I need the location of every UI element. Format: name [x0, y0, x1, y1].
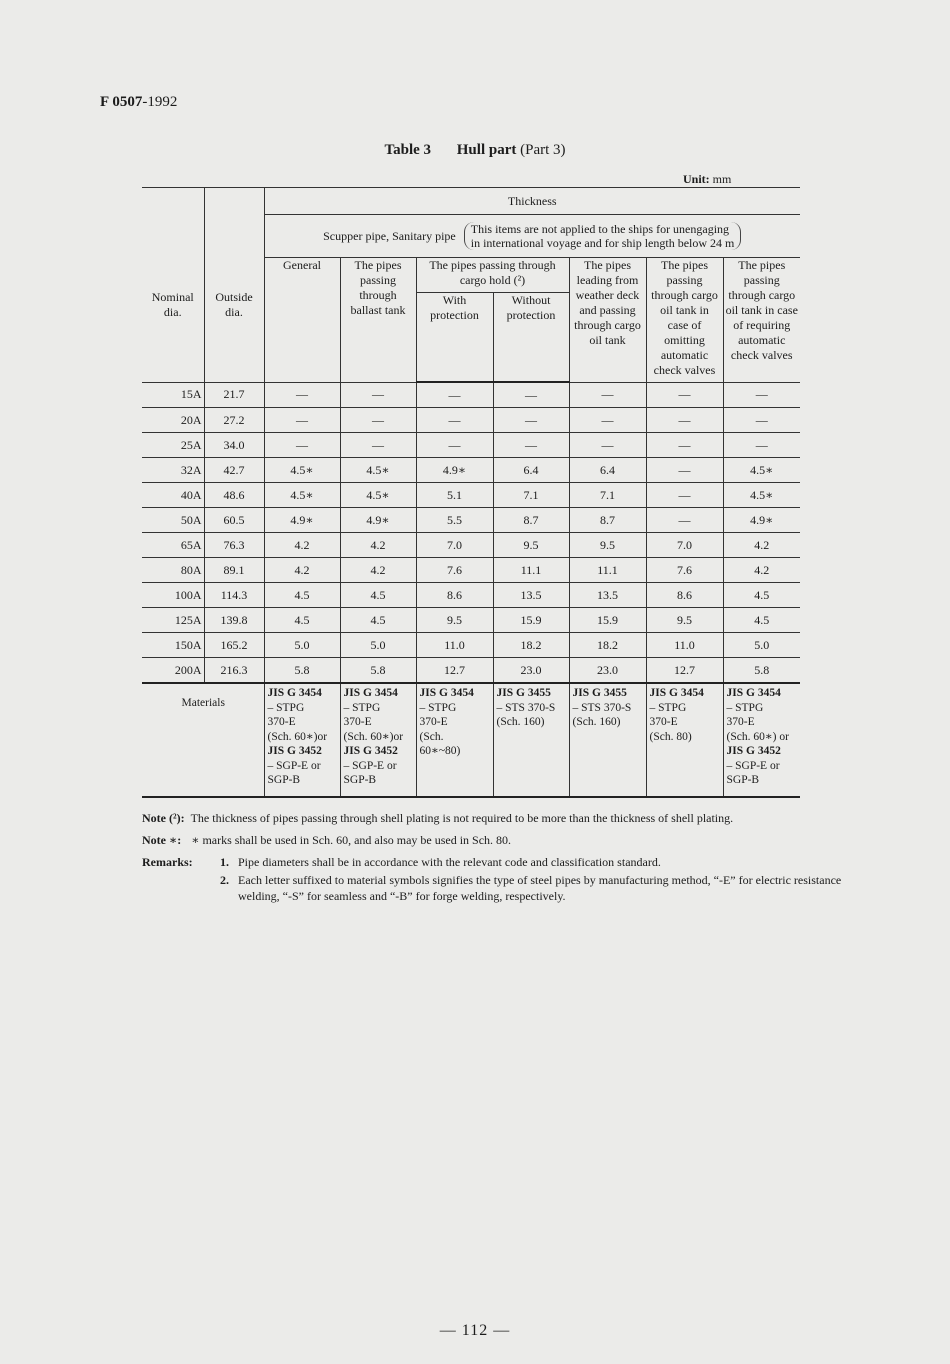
pipe-thickness-table [142, 187, 800, 798]
material-line: – STPG [726, 701, 764, 714]
cell-thickness: 5.0 [264, 633, 340, 658]
cell-thickness: — [569, 408, 646, 433]
cell-thickness: — [340, 408, 416, 433]
cell-materials [723, 683, 800, 797]
cell-nominal-dia: 20A [142, 408, 204, 433]
table-row [142, 458, 800, 483]
cell-thickness: 8.6 [416, 583, 493, 608]
material-line: (Sch. 80) [649, 730, 692, 743]
cell-thickness: — [646, 508, 723, 533]
cell-thickness: 4.9∗ [416, 458, 493, 483]
material-line: JIS G 3452 [726, 745, 781, 757]
material-line: 370-E [419, 716, 448, 728]
cell-nominal-dia: 65A [142, 533, 204, 558]
cell-materials [646, 683, 723, 797]
cell-thickness: 5.0 [723, 633, 800, 658]
cell-thickness: 9.5 [569, 533, 646, 558]
cell-outside-dia: 60.5 [204, 508, 264, 533]
cell-thickness: — [493, 408, 569, 433]
header-with-protection: With protection [416, 293, 493, 383]
material-line: – SGP-E or [726, 759, 780, 772]
cell-thickness: 9.5 [416, 608, 493, 633]
cell-thickness: 4.2 [723, 558, 800, 583]
cell-outside-dia: 34.0 [204, 433, 264, 458]
cell-thickness: — [646, 483, 723, 508]
material-line: (Sch. 60∗) or [726, 730, 789, 743]
table-number: Table 3 [384, 142, 432, 158]
material-line: JIS G 3454 [343, 687, 398, 699]
header-outside-dia: Outside dia. [204, 188, 264, 383]
cell-thickness: 4.5∗ [264, 483, 340, 508]
table-row [142, 558, 800, 583]
cell-thickness: 4.5 [340, 583, 416, 608]
material-line: – STPG [649, 701, 687, 714]
cell-nominal-dia: 80A [142, 558, 204, 583]
cell-nominal-dia: 15A [142, 382, 204, 408]
material-line: – STPG [343, 701, 381, 714]
scupper-note-line-2: in international voyage and for ship length below 24 m [470, 236, 735, 250]
cell-thickness: 13.5 [569, 583, 646, 608]
document-code-prefix: F 0507 [100, 94, 143, 110]
cell-thickness: 4.5 [723, 583, 800, 608]
cell-nominal-dia: 25A [142, 433, 204, 458]
cell-nominal-dia: 125A [142, 608, 204, 633]
material-line: JIS G 3454 [267, 687, 322, 699]
cell-thickness: 9.5 [493, 533, 569, 558]
cell-thickness: 12.7 [416, 658, 493, 684]
cell-outside-dia: 48.6 [204, 483, 264, 508]
material-line: JIS G 3454 [649, 687, 704, 699]
remark-text: Pipe diameters shall be in accordance with the relevant code and classification standard. [238, 855, 661, 869]
cell-thickness: 15.9 [569, 608, 646, 633]
document-code [100, 94, 177, 111]
bleed-through-mark [748, 62, 751, 77]
table-row [142, 508, 800, 533]
material-line: JIS G 3455 [496, 687, 551, 699]
cell-outside-dia: 42.7 [204, 458, 264, 483]
material-line: SGP-B [726, 774, 760, 786]
table-row [142, 583, 800, 608]
cell-thickness: 4.5∗ [723, 483, 800, 508]
cell-thickness: 9.5 [646, 608, 723, 633]
cell-thickness: 4.2 [264, 558, 340, 583]
cell-thickness: — [416, 408, 493, 433]
material-line: – STS 370-S [572, 701, 632, 714]
header-scupper-label: Scupper pipe, Sanitary pipe [323, 228, 456, 243]
remarks-key: Remarks: [142, 855, 193, 869]
table-row [142, 633, 800, 658]
cell-thickness: 4.5∗ [723, 458, 800, 483]
material-line: – SGP-E or [267, 759, 321, 772]
material-line: (Sch. 160) [496, 716, 545, 728]
materials-label: Materials [142, 683, 264, 797]
material-line: JIS G 3452 [343, 745, 398, 757]
cell-thickness: — [723, 433, 800, 458]
cell-materials [569, 683, 646, 797]
cell-thickness: 4.9∗ [723, 508, 800, 533]
cell-thickness: 11.1 [493, 558, 569, 583]
cell-thickness: 5.8 [723, 658, 800, 684]
cell-outside-dia: 165.2 [204, 633, 264, 658]
cell-thickness: 7.1 [569, 483, 646, 508]
material-line: (Sch. 60∗)or [343, 730, 404, 743]
material-line: (Sch. 160) [572, 716, 621, 728]
material-line: (Sch. 60∗)or [267, 730, 328, 743]
cell-thickness: 6.4 [493, 458, 569, 483]
material-line: (Sch. [419, 730, 444, 743]
note-star-key: Note ∗: [142, 833, 182, 847]
cell-thickness: 8.7 [569, 508, 646, 533]
cell-thickness: 4.5∗ [340, 483, 416, 508]
cell-thickness: — [646, 458, 723, 483]
header-cargo-hold: The pipes passing through cargo hold (²) [416, 258, 569, 293]
material-line: 370-E [726, 716, 755, 728]
cell-thickness: — [340, 382, 416, 408]
cell-thickness: 4.5 [264, 608, 340, 633]
note-2 [142, 810, 848, 826]
header-thickness: Thickness [264, 188, 800, 215]
material-line: JIS G 3452 [267, 745, 322, 757]
table-row [142, 658, 800, 684]
remark-number: 1. [220, 855, 229, 869]
cell-thickness: 18.2 [569, 633, 646, 658]
table-row [142, 382, 800, 408]
remarks-list [220, 854, 848, 906]
cell-thickness: 7.1 [493, 483, 569, 508]
cell-thickness: 4.2 [264, 533, 340, 558]
table-name: Hull part [456, 142, 517, 158]
material-line: SGP-B [343, 774, 377, 786]
header-scupper-group [264, 215, 800, 258]
cell-nominal-dia: 100A [142, 583, 204, 608]
cell-thickness: 11.0 [646, 633, 723, 658]
cell-thickness: 4.9∗ [340, 508, 416, 533]
cell-thickness: — [264, 408, 340, 433]
remark-number: 2. [220, 873, 229, 887]
cell-thickness: 4.2 [723, 533, 800, 558]
header-weather-deck: The pipes leading from weather deck and passing through cargo oil tank [569, 258, 646, 383]
cell-thickness: 15.9 [493, 608, 569, 633]
cell-thickness: — [723, 408, 800, 433]
cell-nominal-dia: 32A [142, 458, 204, 483]
cell-thickness: — [569, 433, 646, 458]
cell-thickness: — [416, 433, 493, 458]
table-row [142, 608, 800, 633]
header-without-protection: Without protection [493, 293, 569, 383]
cell-thickness: — [264, 382, 340, 408]
cell-thickness: 23.0 [569, 658, 646, 684]
unit-key: Unit: [683, 172, 710, 186]
material-line: JIS G 3455 [572, 687, 627, 699]
cell-thickness: 4.5∗ [264, 458, 340, 483]
header-ballast-tank: The pipes passing through ballast tank [340, 258, 416, 383]
remark-item [220, 854, 848, 870]
cell-thickness: 4.5 [723, 608, 800, 633]
note-star-text: ∗ marks shall be used in Sch. 60, and also may be used in Sch. 80. [191, 833, 512, 847]
cell-thickness: 8.7 [493, 508, 569, 533]
table-row [142, 408, 800, 433]
cell-thickness: 4.5∗ [340, 458, 416, 483]
cell-thickness: 5.1 [416, 483, 493, 508]
cell-outside-dia: 76.3 [204, 533, 264, 558]
material-line: 60∗~80) [419, 745, 461, 757]
cell-thickness: 5.8 [340, 658, 416, 684]
cell-thickness: 12.7 [646, 658, 723, 684]
material-line: SGP-B [267, 774, 301, 786]
cell-thickness: — [493, 433, 569, 458]
cell-thickness: — [646, 382, 723, 408]
cell-outside-dia: 114.3 [204, 583, 264, 608]
material-line: JIS G 3454 [726, 687, 781, 699]
notes-section [142, 810, 848, 906]
note-star [142, 832, 848, 848]
cell-nominal-dia: 50A [142, 508, 204, 533]
cell-materials [493, 683, 569, 797]
header-nominal-dia: Nominal dia. [142, 188, 204, 383]
note-2-text: The thickness of pipes passing through shell plating is not required to be more than the thickness of shell plating. [190, 811, 734, 825]
cell-thickness: 13.5 [493, 583, 569, 608]
cell-nominal-dia: 200A [142, 658, 204, 684]
cell-thickness: — [493, 382, 569, 408]
header-requiring-check-valves: The pipes passing through cargo oil tank in case of requiring automatic check valves [723, 258, 800, 383]
material-line: JIS G 3454 [419, 687, 474, 699]
cell-thickness: 18.2 [493, 633, 569, 658]
material-line: – SGP-E or [343, 759, 397, 772]
cell-thickness: 11.0 [416, 633, 493, 658]
cell-thickness: 5.5 [416, 508, 493, 533]
cell-thickness: 7.0 [646, 533, 723, 558]
cell-outside-dia: 21.7 [204, 382, 264, 408]
table-row [142, 433, 800, 458]
cell-thickness: 7.6 [416, 558, 493, 583]
document-code-year: -1992 [142, 94, 178, 110]
cell-thickness: 4.9∗ [264, 508, 340, 533]
material-line: – STPG [267, 701, 305, 714]
material-line: 370-E [267, 716, 296, 728]
unit-label [683, 172, 731, 187]
cell-outside-dia: 89.1 [204, 558, 264, 583]
header-omitting-check-valves: The pipes passing through cargo oil tank in case of omitting automatic check valves [646, 258, 723, 383]
table-row [142, 483, 800, 508]
material-line: – STPG [419, 701, 457, 714]
table-row [142, 533, 800, 558]
page-number: — 112 — [439, 1322, 511, 1339]
cell-thickness: 4.5 [264, 583, 340, 608]
material-line: 370-E [343, 716, 372, 728]
cell-outside-dia: 27.2 [204, 408, 264, 433]
cell-thickness: — [416, 382, 493, 408]
cell-thickness: 11.1 [569, 558, 646, 583]
scupper-note-line-1: This items are not applied to the ships for unengaging [470, 222, 730, 236]
cell-nominal-dia: 150A [142, 633, 204, 658]
cell-thickness: — [646, 408, 723, 433]
cell-thickness: 4.2 [340, 533, 416, 558]
cell-outside-dia: 216.3 [204, 658, 264, 684]
cell-materials [340, 683, 416, 797]
materials-row [142, 683, 800, 797]
table-title [0, 142, 950, 159]
cell-thickness: — [646, 433, 723, 458]
table-body [142, 382, 800, 683]
cell-thickness: 5.8 [264, 658, 340, 684]
cell-thickness: 4.2 [340, 558, 416, 583]
cell-thickness: 7.0 [416, 533, 493, 558]
note-2-key: Note (²): [142, 811, 185, 825]
cell-thickness: 23.0 [493, 658, 569, 684]
cell-thickness: 5.0 [340, 633, 416, 658]
material-line: – STS 370-S [496, 701, 556, 714]
cell-thickness: — [340, 433, 416, 458]
unit-value: mm [712, 172, 732, 186]
cell-thickness: — [264, 433, 340, 458]
cell-thickness: 6.4 [569, 458, 646, 483]
header-scupper-note [464, 222, 742, 250]
material-line: 370-E [649, 716, 678, 728]
table-part: (Part 3) [520, 142, 566, 158]
cell-thickness: 7.6 [646, 558, 723, 583]
cell-materials [264, 683, 340, 797]
remark-text: Each letter suffixed to material symbols signifies the type of steel pipes by manufacturing method, “-E” for electric resistance welding, “-S” for seamless and “-B” for forge welding, respectively. [238, 873, 842, 903]
cell-thickness: — [723, 382, 800, 408]
remark-item [220, 872, 848, 904]
cell-thickness: — [569, 382, 646, 408]
cell-nominal-dia: 40A [142, 483, 204, 508]
cell-thickness: 8.6 [646, 583, 723, 608]
cell-thickness: 4.5 [340, 608, 416, 633]
remarks [142, 854, 848, 906]
header-general: General [264, 258, 340, 383]
cell-materials [416, 683, 493, 797]
cell-outside-dia: 139.8 [204, 608, 264, 633]
